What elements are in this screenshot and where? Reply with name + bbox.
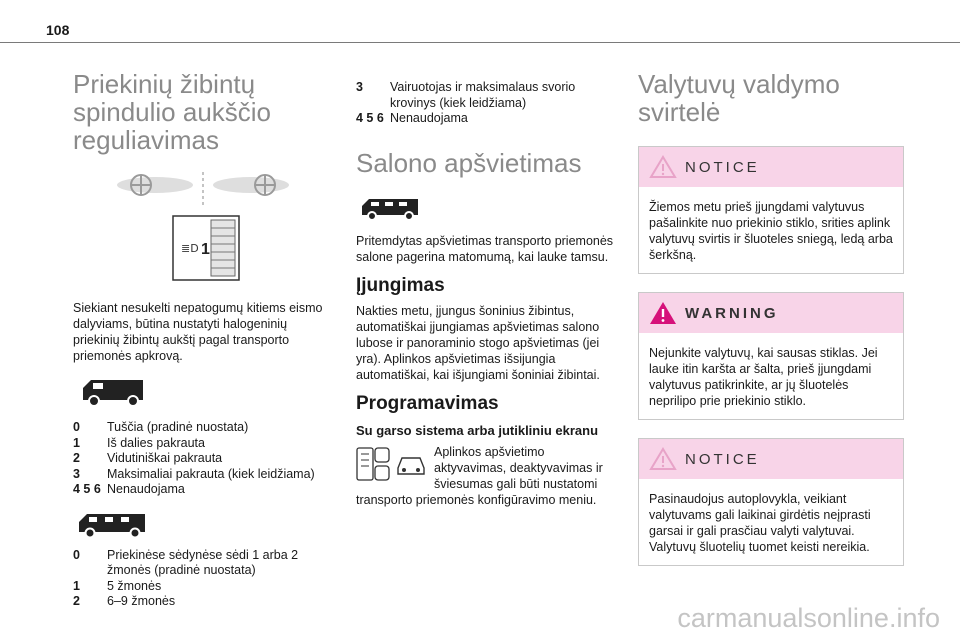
programming-text: Aplinkos apšvietimo aktyvavimas, deaktyvavimas ir šviesumas gali būti nustatomi transporto priemonės konfigūravimo meniu. — [356, 444, 603, 507]
warning-header — [639, 293, 903, 333]
load-list-a — [73, 420, 333, 498]
dial-value: 1 — [201, 241, 210, 258]
notice-warning-triangle-icon — [649, 447, 677, 471]
column-wipers — [638, 70, 904, 584]
van-small-icon — [79, 374, 149, 410]
interior-lighting-title: Salono apšvietimas — [356, 147, 582, 178]
list-item: 1 Iš dalies pakrauta — [73, 435, 205, 450]
list-item: 1 5 žmonės — [73, 578, 162, 593]
list-item: 0 Priekinėse sėdynėse sėdi 1 arba 2 žmonės (pradinė nuostata) — [73, 547, 299, 577]
warning-triangle-icon — [649, 301, 677, 325]
van-long-icon — [77, 510, 149, 540]
notice-text: Pasinaudojus autoplovykla, veikiant valytuvams gali laikinai girdėtis neįprasti garsai ir gali prasčiau valyti valytuvai. Valytuvų šluotelių tuomet keisti nereikia. — [649, 492, 871, 554]
switch-on-heading: Įjungimas — [356, 274, 445, 296]
headlamp-intro: Siekiant nesukelti nepatogumų kitiems eismo dalyviams, būtina nustatyti halogeninių priekinių žibintų aukštį pagal transporto priemonės apkrovą. — [73, 301, 323, 363]
column-headlamp — [73, 70, 333, 622]
list-item: 2 Vidutiniškai pakrauta — [73, 451, 223, 465]
headlamp-adjust-figure — [73, 172, 333, 292]
programming-heading: Programavimas — [356, 392, 499, 414]
notice-text: Žiemos metu prieš įjungdami valytuvus pašalinkite nuo priekinio stiklo, srities aplink valytuvų svirtis ir šluoteles sniegą, ledą arba šerkšną. — [649, 200, 893, 262]
warning-box — [638, 292, 904, 420]
interior-intro: Pritemdytas apšvietimas transporto priemonės salone pagerina matomumą, kai lauke tamsu. — [356, 233, 614, 264]
headlamp-section-title: Priekinių žibintų spindulio aukščio reguliavimas — [73, 69, 272, 155]
van-interior-icon — [360, 195, 422, 221]
load-list-continued — [356, 80, 618, 127]
programming-block — [356, 444, 618, 508]
notice-warning-triangle-icon — [649, 155, 677, 179]
column-interior-lighting — [356, 80, 618, 518]
notice-title: NOTICE — [685, 158, 760, 176]
list-item: 2 6–9 žmonės — [73, 594, 176, 608]
list-item: 4 5 6 Nenaudojama — [356, 111, 468, 125]
headlamp-dial-icon — [173, 216, 239, 280]
wiper-section-title: Valytuvų valdymo svirtelė — [638, 69, 840, 127]
list-item: 3 Vairuotojas ir maksimalaus svorio krovinys (kiek leidžiama) — [356, 80, 576, 110]
notice-box-1 — [638, 146, 904, 274]
page-number: 108 — [46, 22, 70, 38]
notice-header — [639, 147, 903, 187]
list-item: 4 5 6 Nenaudojama — [73, 482, 185, 496]
beam-low-car-icon — [117, 175, 193, 195]
beam-high-car-icon — [213, 175, 289, 195]
notice-title: NOTICE — [685, 450, 760, 468]
audio-touchscreen-heading: Su garso sistema arba jutikliniu ekranu — [356, 422, 599, 438]
notice-box-2 — [638, 438, 904, 566]
warning-title: WARNING — [685, 304, 779, 322]
list-item: 3 Maksimaliai pakrauta (kiek leidžiama) — [73, 466, 315, 481]
svg-text:≣D: ≣D — [181, 242, 199, 255]
warning-text: Nejunkite valytuvų, kai sausas stiklas. Jei lauke itin karšta ar šalta, prieš įjungdami valytuvus patikrinkite, ar jų šluotelės neprilipo prie priekinio stiklo. — [649, 346, 878, 408]
header-rule — [0, 42, 960, 43]
switch-on-text: Nakties metu, įjungus šoninius žibintus, automatiškai įjungiamas apšvietimas salono lubose ir panoraminio stogo apšvietimas (jei yra). Aplinkos apšvietimas išsijungia automatiškai, kai išjungiami šoniniai žibintai. — [356, 303, 600, 382]
watermark: carmanualsonline.info — [677, 603, 940, 633]
load-list-b — [73, 548, 333, 610]
notice-header — [639, 439, 903, 479]
audio-touchscreen-icon — [356, 446, 430, 482]
list-item: 0 Tuščia (pradinė nuostata) — [73, 420, 249, 434]
